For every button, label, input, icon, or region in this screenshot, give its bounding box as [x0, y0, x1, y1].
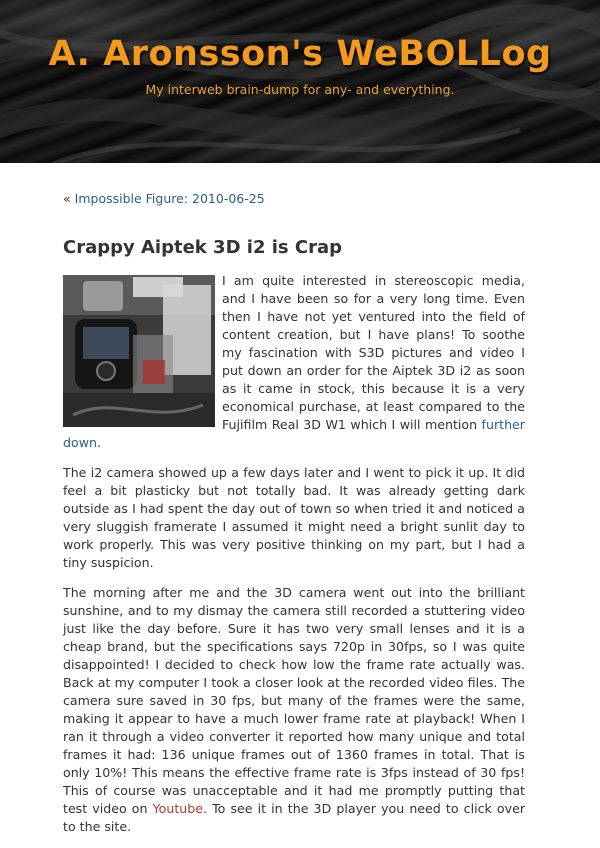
post-paragraph-3 [63, 584, 525, 836]
previous-post-nav [63, 191, 525, 206]
youtube-link[interactable]: Youtube [152, 801, 203, 816]
site-header [0, 0, 600, 163]
paragraph-1-end: . [96, 435, 101, 450]
post-body [63, 272, 525, 836]
further-down-link[interactable]: further down [63, 417, 525, 450]
post-paragraph-2: The i2 camera showed up a few days later and I went to pick it up. It did feel a bit plasticky but not totally bad. It was already getting dark outside as I had spent the day out of town so when tried it and noticed a very sluggish framerate I assumed it might need a bright sunlit day to work properly. This was very positive thinking on my part, but I had a tiny suspicion. [63, 465, 525, 570]
post-title: Crappy Aiptek 3D i2 is Crap [63, 237, 342, 258]
prev-arrow: « [63, 191, 71, 206]
paragraph-3-end: . To see it in the 3D player you need to click over to the site. [63, 801, 526, 834]
paragraph-1-text: I am quite interested in stereoscopic media, and I have been so for a very long time. Even then I have not yet ventured into the field of content creation, but I have plans! To soothe my fascination with S3D pictures and video I put down an order for the Aiptek 3D i2 as soon as it came in stock, this because it is a very economical purchase, at least compared to the Fujifilm Real 3D W1 which I will mention [222, 273, 525, 432]
previous-post-link[interactable]: Impossible Figure: 2010-06-25 [74, 191, 265, 206]
paragraph-3-text: The morning after me and the 3D camera went out into the brilliant sunshine, and to my dismay the camera still recorded a stuttering video just like the day before. Sure it has two very small lenses and it is a cheap brand, but the specifications says 720p in 30fps, so I was quite disappointed! I decided to check how low the frame rate actually was. Back at my computer I took a closer look at the recorded video files. The camera sure saved in 30 fps, but many of the frames were the same, making it appear to have a much lower frame rate at playback! When I ran it through a video converter it reported how many unique and total frames it had: 136 unique frames out of 1360 frames in total. That is only 10%! This means the effective frame rate is 3fps instead of 30 fps! This of course was unacceptable and it had me promptly putting that test video on [63, 585, 525, 816]
camera-photo [63, 275, 215, 427]
site-title[interactable]: A. Aronsson's WeBOLLog [48, 34, 552, 74]
site-tagline: My interweb brain-dump for any- and everything. [145, 82, 455, 97]
post-paragraph-1 [63, 272, 525, 452]
main-content [63, 163, 525, 848]
